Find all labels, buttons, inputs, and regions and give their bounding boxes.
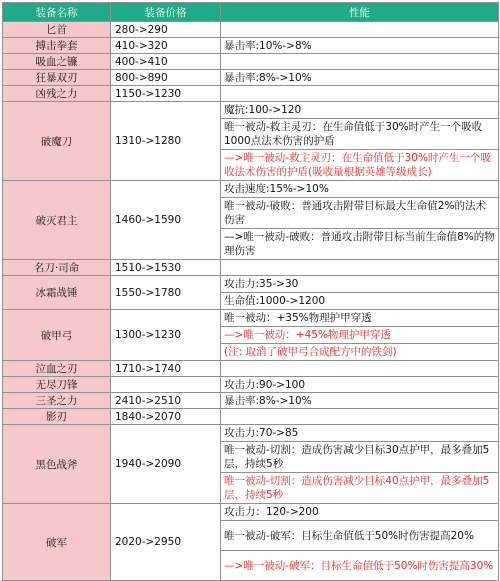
table-row xyxy=(3,310,499,327)
item-name: 吸血之镰 xyxy=(3,54,111,70)
item-price: 1300->1230 xyxy=(111,310,221,361)
item-price: 800->890 xyxy=(111,70,221,86)
item-performance xyxy=(221,409,499,425)
item-performance: 唯一被动：+35%物理护甲穿透 xyxy=(221,310,499,327)
item-performance xyxy=(221,86,499,102)
table-row xyxy=(3,70,499,86)
table-row xyxy=(3,377,499,393)
item-performance: —>唯一被动：+45%物理护甲穿透 xyxy=(221,327,499,344)
header-performance: 性能 xyxy=(221,3,499,22)
item-price: 1550->1780 xyxy=(111,276,221,310)
header-name: 装备名称 xyxy=(3,3,111,22)
item-price: 1150->1230 xyxy=(111,86,221,102)
item-performance: 唯一被动-切割：造成伤害减少目标40点护甲，最多叠加5层，持续5秒 xyxy=(221,473,499,504)
item-price: 1510->1530 xyxy=(111,260,221,276)
item-name: 狂暴双刃 xyxy=(3,70,111,86)
item-name: 无尽刀锋 xyxy=(3,377,111,393)
item-name: 黑色战斧 xyxy=(3,425,111,504)
item-performance: 唯一被动-破军：目标生命值低于50%时伤害提高20% xyxy=(221,521,499,551)
table-row xyxy=(3,54,499,70)
item-price: 1460->1590 xyxy=(111,181,221,260)
table-row xyxy=(3,260,499,276)
table-row xyxy=(3,181,499,198)
item-performance: 攻击力：120->200 xyxy=(221,504,499,521)
item-name: 破军 xyxy=(3,504,111,581)
item-price: 1710->1740 xyxy=(111,361,221,377)
item-performance xyxy=(221,54,499,70)
item-price: 410->320 xyxy=(111,38,221,54)
item-price xyxy=(111,377,221,393)
equipment-changes-table xyxy=(2,2,499,581)
item-price: 280->290 xyxy=(111,22,221,38)
item-performance xyxy=(221,22,499,38)
item-performance xyxy=(221,361,499,377)
item-name: 三圣之力 xyxy=(3,393,111,409)
item-name: 搏击拳套 xyxy=(3,38,111,54)
item-name: 匕首 xyxy=(3,22,111,38)
item-performance: 魔抗:100->120 xyxy=(221,102,499,119)
item-name: 影刃 xyxy=(3,409,111,425)
item-performance: 攻击力:90->100 xyxy=(221,377,499,393)
item-performance: 生命值:1000->1200 xyxy=(221,293,499,310)
table-row xyxy=(3,425,499,442)
table-row xyxy=(3,393,499,409)
item-performance: 攻击速度:15%->10% xyxy=(221,181,499,198)
item-price: 400->410 xyxy=(111,54,221,70)
item-performance: (注: 取消了破甲弓合成配方中的铁剑) xyxy=(221,344,499,361)
table-row xyxy=(3,361,499,377)
item-performance: —>唯一被动-破败：普通攻击附带目标当前生命值8%的物理伤害 xyxy=(221,229,499,260)
item-performance: 攻击力:70->85 xyxy=(221,425,499,442)
item-performance: —>唯一被动-救主灵刃：在生命值低于30%时产生一个吸收法术伤害的护盾(吸收量根据英雄等级成长) xyxy=(221,150,499,181)
item-performance: —>唯一被动-破军：目标生命值低于50%时伤害提高30% xyxy=(221,551,499,581)
item-price: 2020->2950 xyxy=(111,504,221,581)
item-performance: 唯一被动-救主灵刃：在生命值低于30%时产生一个吸收1000点法术伤害的护盾 xyxy=(221,119,499,150)
table-row xyxy=(3,276,499,293)
item-performance: 暴击率:8%->10% xyxy=(221,70,499,86)
item-price: 1940->2090 xyxy=(111,425,221,504)
table-row xyxy=(3,22,499,38)
header-row xyxy=(3,3,499,22)
item-performance: 暴击率:10%->8% xyxy=(221,38,499,54)
table-row xyxy=(3,86,499,102)
item-performance: 唯一被动-切割：造成伤害减少目标30点护甲，最多叠加5层，持续5秒 xyxy=(221,442,499,473)
item-price: 1310->1280 xyxy=(111,102,221,181)
item-price: 1840->2070 xyxy=(111,409,221,425)
item-performance: 唯一被动-破败：普通攻击附带目标最大生命值2%的法术伤害 xyxy=(221,198,499,229)
item-price: 2410->2510 xyxy=(111,393,221,409)
item-name: 泣血之刃 xyxy=(3,361,111,377)
table-row xyxy=(3,409,499,425)
item-name: 破甲弓 xyxy=(3,310,111,361)
table-row xyxy=(3,38,499,54)
item-name: 名刀·司命 xyxy=(3,260,111,276)
table-row xyxy=(3,504,499,521)
item-performance: 攻击力:35->30 xyxy=(221,276,499,293)
table-row xyxy=(3,102,499,119)
item-name: 冰霜战锤 xyxy=(3,276,111,310)
item-performance: 暴击率:8%->10% xyxy=(221,393,499,409)
item-name: 凶残之力 xyxy=(3,86,111,102)
item-name: 破魔刀 xyxy=(3,102,111,181)
item-name: 破灭君主 xyxy=(3,181,111,260)
item-performance xyxy=(221,260,499,276)
header-price: 装备价格 xyxy=(111,3,221,22)
